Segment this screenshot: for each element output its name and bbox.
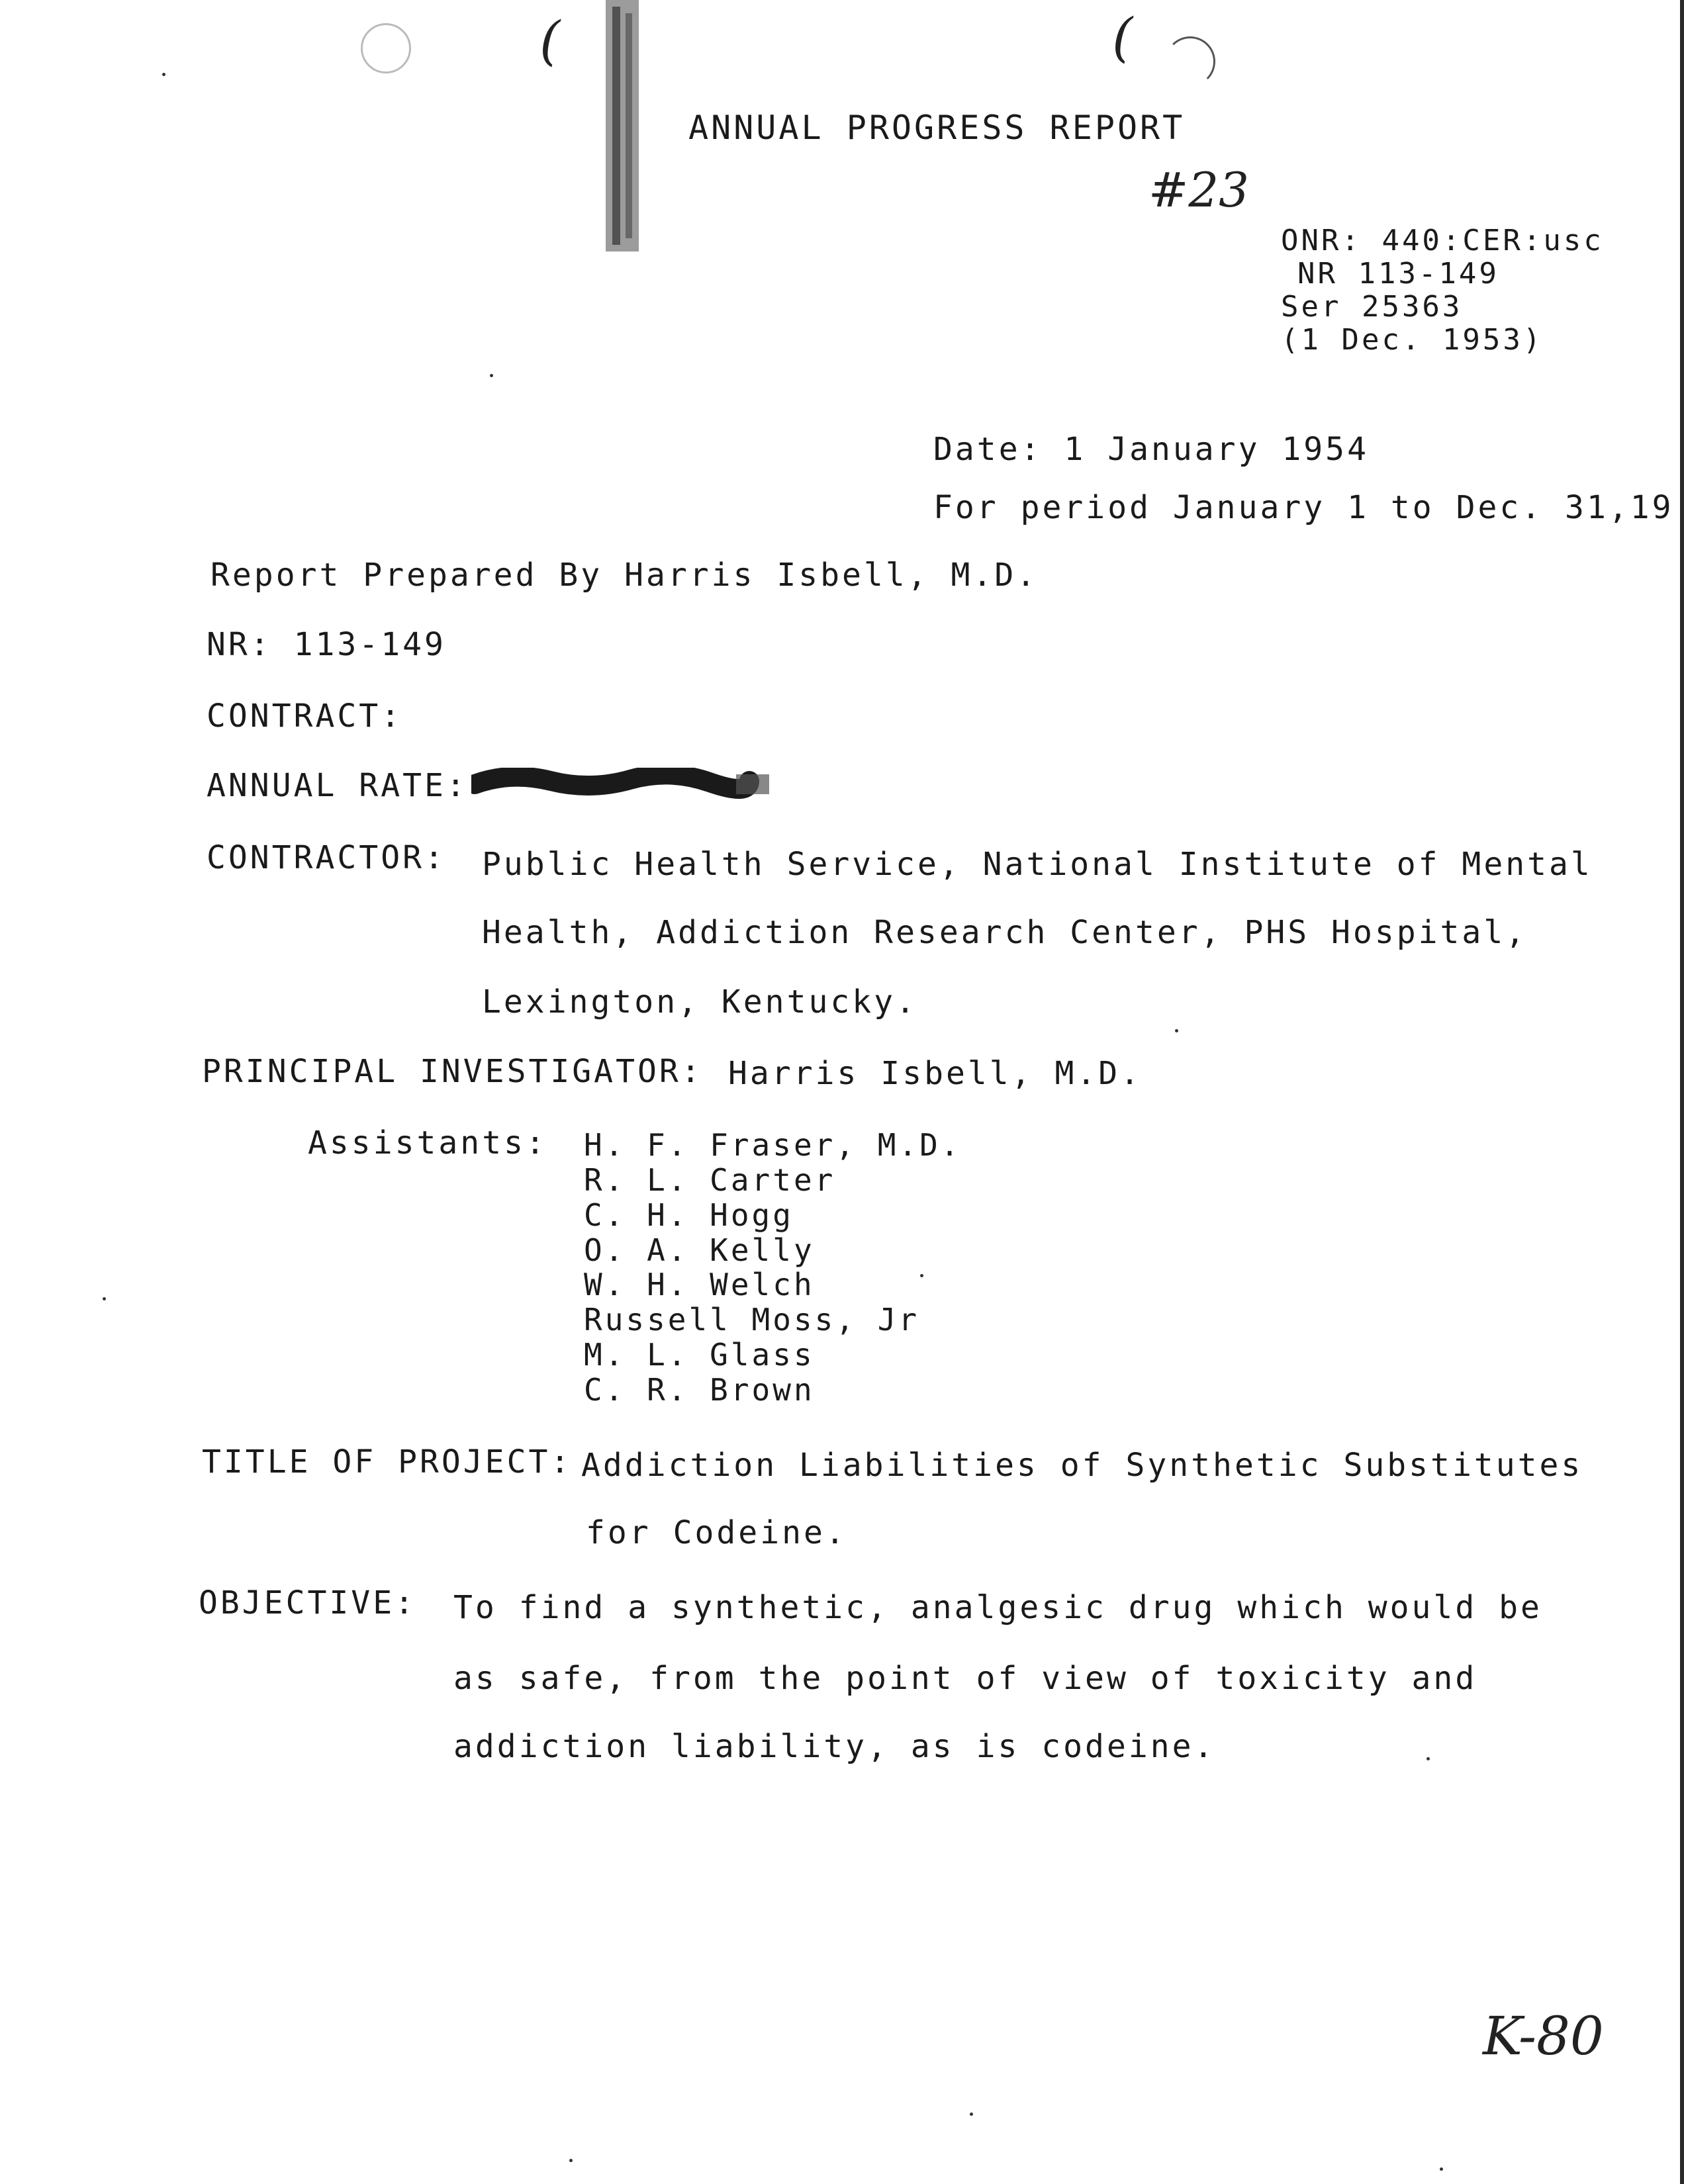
principal-investigator-name: Harris Isbell, M.D. (728, 1055, 1143, 1092)
assistant-name: M. L. Glass (584, 1337, 815, 1373)
reference-line-2: NR 113-149 (1297, 257, 1499, 291)
assistant-name: C. H. Hogg (584, 1197, 794, 1233)
nr-number: NR: 113-149 (207, 626, 446, 663)
paren-mark-left: ( (539, 10, 561, 71)
project-title-line-1: Addiction Liabilities of Synthetic Substitutes (581, 1447, 1583, 1484)
scan-speck (970, 2113, 973, 2116)
assistant-name: O. A. Kelly (584, 1232, 815, 1268)
assistant-name: R. L. Carter (584, 1162, 836, 1198)
prepared-by: Report Prepared By Harris Isbell, M.D. (210, 557, 1039, 594)
annual-rate-label: ANNUAL RATE: (207, 767, 468, 804)
staple-mark (599, 0, 652, 258)
scan-speck (569, 2159, 573, 2162)
project-title-line-2: for Codeine. (586, 1514, 847, 1551)
contractor-line-1: Public Health Service, National Institute of Mental (482, 846, 1593, 883)
redaction-mark (471, 768, 776, 801)
principal-investigator-label: PRINCIPAL INVESTIGATOR: (202, 1053, 703, 1090)
handwritten-code: K-80 (1483, 2005, 1604, 2067)
report-title: ANNUAL PROGRESS REPORT (688, 109, 1186, 147)
reference-line-1: ONR: 440:CER:usc (1281, 224, 1604, 257)
assistants-label: Assistants: (308, 1124, 547, 1161)
reference-line-3: Ser 25363 (1281, 290, 1463, 324)
objective-line-3: addiction liability, as is codeine. (453, 1728, 1216, 1765)
objective-line-1: To find a synthetic, analgesic drug which would be (453, 1589, 1542, 1626)
objective-label: OBJECTIVE: (199, 1584, 416, 1621)
reference-line-4: (1 Dec. 1953) (1281, 323, 1544, 357)
assistant-name: W. H. Welch (584, 1267, 815, 1302)
paren-mark-right: ( (1112, 7, 1133, 68)
scan-speck (1427, 1757, 1430, 1760)
scan-edge (1680, 0, 1684, 2184)
contractor-line-3: Lexington, Kentucky. (482, 983, 917, 1021)
scan-speck (103, 1297, 106, 1300)
project-title-label: TITLE OF PROJECT: (202, 1443, 573, 1480)
contract-label: CONTRACT: (207, 698, 403, 735)
report-date: Date: 1 January 1954 (933, 431, 1369, 468)
scan-speck (490, 374, 493, 377)
assistant-name: H. F. Fraser, M.D. (584, 1127, 962, 1163)
scan-speck (162, 73, 165, 76)
contractor-line-2: Health, Addiction Research Center, PHS Hospital, (482, 914, 1528, 951)
punch-hole-left (361, 23, 411, 73)
assistant-name: C. R. Brown (584, 1372, 815, 1408)
scan-speck (1175, 1029, 1178, 1032)
objective-line-2: as safe, from the point of view of toxicity and (453, 1660, 1477, 1697)
handwritten-number: #23 (1148, 162, 1249, 218)
report-period: For period January 1 to Dec. 31,19 (933, 489, 1674, 526)
contractor-label: CONTRACTOR: (207, 839, 446, 876)
scan-speck (1440, 2167, 1443, 2171)
assistant-name: Russell Moss, Jr (584, 1302, 920, 1338)
punch-hole-right (1165, 36, 1215, 87)
scan-speck (920, 1274, 923, 1277)
